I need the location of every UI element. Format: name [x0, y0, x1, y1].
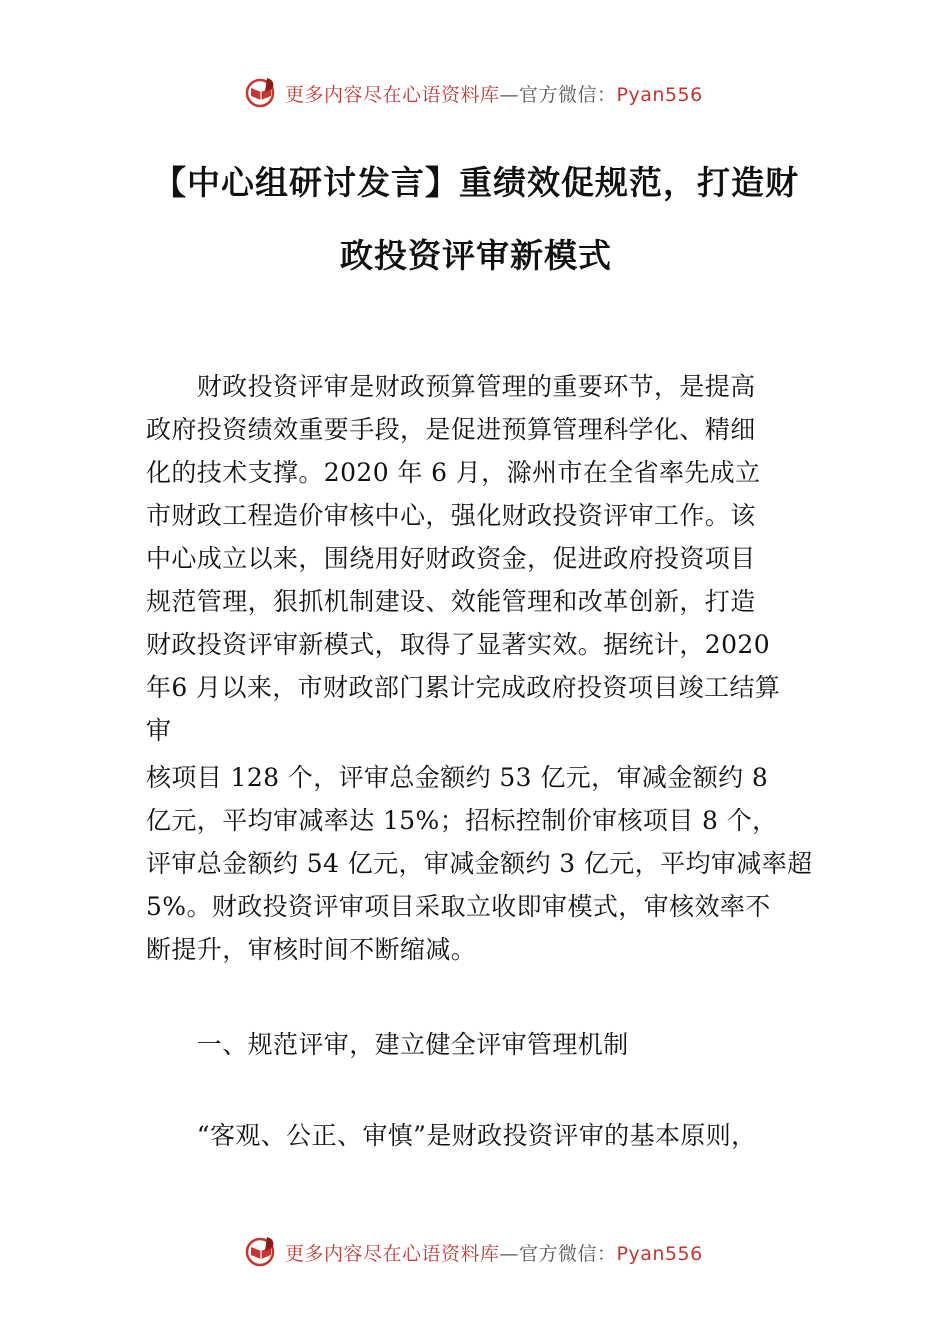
body-line: 断提升，审核时间不断缩减。: [146, 935, 477, 964]
body-line: 市财政工程造价审核中心，强化财政投资评审工作。该: [146, 501, 756, 530]
body-line: 中心成立以来，围绕用好财政资金，促进政府投资项目: [146, 544, 756, 573]
body-line: 评审总金额约 54 亿元，审减金额约 3 亿元，平均审减率超: [146, 849, 813, 878]
body-line: 核项目 128 个，评审总金额约 53 亿元，审减金额约 8: [146, 763, 769, 792]
body-line: 政府投资绩效重要手段，是促进预算管理科学化、精细: [146, 415, 756, 444]
book-quill-logo-icon: [245, 1233, 279, 1269]
header-watermark-banner: [0, 74, 950, 114]
book-quill-logo-icon: [245, 74, 279, 110]
body-line: 审: [146, 716, 172, 745]
body-line: 财政投资评审新模式，取得了显著实效。据统计，2020: [146, 630, 771, 659]
body-line: 财政投资评审是财政预算管理的重要环节，是提高: [146, 372, 756, 401]
footer-watermark-banner: [0, 1233, 950, 1273]
body-line: 亿元，平均审减率达 15%；招标控制价审核项目 8 个，: [146, 806, 778, 835]
section-heading: 一、规范评审，建立健全评审管理机制: [146, 1030, 629, 1059]
body-line: 化的技术支撑。2020 年 6 月，滁州市在全省率先成立: [146, 458, 761, 487]
document-title-line-1: 【中心组研讨发言】重绩效促规范，打造财: [153, 163, 799, 202]
watermark-text: 更多内容尽在心语资料库—官方微信：Pyan556: [285, 84, 703, 106]
watermark-text: 更多内容尽在心语资料库—官方微信：Pyan556: [285, 1243, 703, 1265]
document-title-line-2: 政投资评审新模式: [340, 236, 612, 275]
body-line: “客观、公正、审慎”是财政投资评审的基本原则，: [146, 1121, 757, 1150]
body-line: 规范管理，狠抓机制建设、效能管理和改革创新，打造: [146, 587, 756, 616]
body-line: 年6 月以来，市财政部门累计完成政府投资项目竣工结算: [146, 673, 781, 702]
body-line: 5%。财政投资评审项目采取立收即审模式，审核效率不: [146, 892, 771, 921]
